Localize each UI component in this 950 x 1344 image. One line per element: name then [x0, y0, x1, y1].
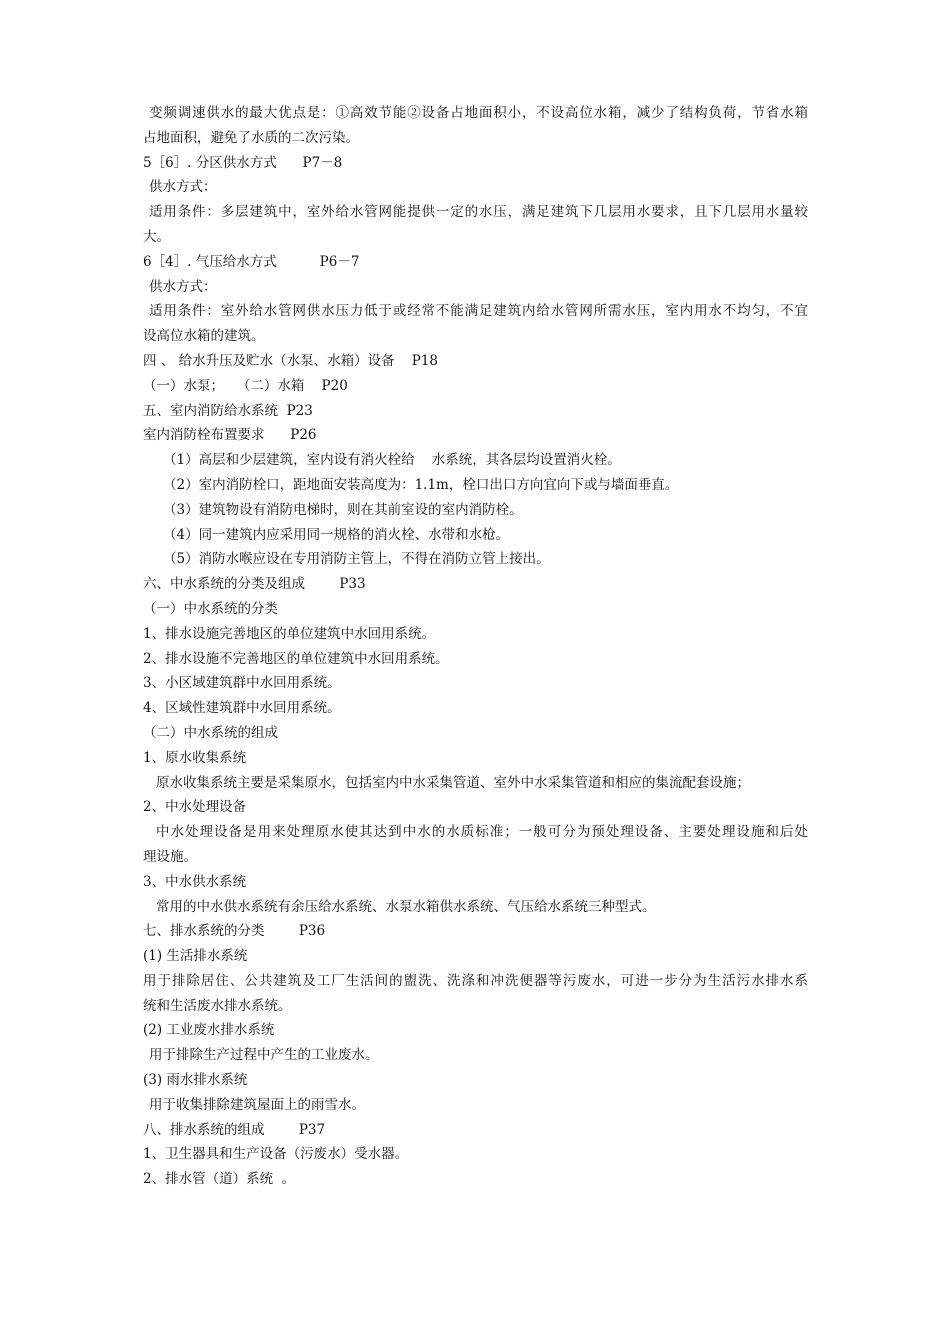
text-line: 适用条件：室外给水管网供水压力低于或经常不能满足建筑内给水管网所需水压，室内用水不均匀，不宜	[149, 303, 808, 320]
list-item: （2）室内消防栓口，距地面安装高度为：1.1m，栓口出口方向宜向下或与墙面垂直。	[163, 476, 679, 493]
text-line: 适用条件：多层建筑中，室外给水管网能提供一定的水压，满足建筑下几层用水要求，且下几层用水量较	[149, 204, 808, 221]
list-item: 4、区域性建筑群中水回用系统。	[143, 700, 341, 717]
text-line: 原水收集系统主要是采集原水，包括室内中水采集管道、室外中水采集管道和相应的集流配套设施；	[156, 774, 750, 791]
text-line: 统和生活废水排水系统。	[143, 997, 292, 1014]
subsection-heading: （一）中水系统的分类	[143, 600, 278, 617]
text-line: 中水处理设备是用来处理原水使其达到中水的水质标准；一般可分为预处理设备、主要处理设施和后处	[156, 824, 808, 841]
list-item: 3、小区域建筑群中水回用系统。	[143, 675, 341, 692]
section-heading: 四 、 给水升压及贮水（水泵、水箱）设备 P18	[143, 352, 439, 369]
list-item: （1）高层和少层建筑，室内设有消火栓给 水系统，其各层均设置消火栓。	[163, 452, 621, 469]
list-item: 2、排水管（道）系统 。	[143, 1171, 296, 1188]
list-item: 2、中水处理设备	[143, 799, 247, 816]
section-heading: 七、排水系统的分类 P36	[143, 923, 326, 940]
text-line: 用于收集排除建筑屋面上的雨雪水。	[149, 1096, 365, 1113]
list-item: 1、卫生器具和生产设备（污废水）受水器。	[143, 1146, 409, 1163]
list-item: （4）同一建筑内应采用同一规格的消火栓、水带和水枪。	[163, 526, 510, 543]
list-item: （5）消防水喉应设在专用消防主管上，不得在消防立管上接出。	[163, 551, 550, 568]
section-heading: 六、中水系统的分类及组成 P33	[143, 576, 366, 593]
text-line: 用于排除生产过程中产生的工业废水。	[149, 1047, 379, 1064]
text-line: 占地面积，避免了水质的二次污染。	[143, 129, 359, 146]
text-line: 理设施。	[143, 848, 197, 865]
subsection-heading: (2) 工业废水排水系统	[143, 1022, 275, 1039]
section-heading: 八、排水系统的组成 P37	[143, 1121, 326, 1138]
list-item: （3）建筑物设有消防电梯时，则在其前室设的室内消防栓。	[163, 501, 523, 518]
text-line: 常用的中水供水系统有余压给水系统、水泵水箱供水系统、气压给水系统三种型式。	[156, 898, 656, 915]
text-line: 变频调速供水的最大优点是：①高效节能②设备占地面积小，不设高位水箱，减少了结构负荷，节省水箱	[149, 105, 808, 121]
list-item: 3、中水供水系统	[143, 873, 247, 890]
list-item: 1、原水收集系统	[143, 749, 247, 766]
text-line: 供水方式：	[149, 278, 217, 295]
text-line: 设高位水箱的建筑。	[143, 328, 265, 345]
section-heading: 五、室内消防给水系统 P23	[143, 402, 313, 419]
subsection-heading: （二）中水系统的组成	[143, 724, 278, 741]
list-item: 1、排水设施完善地区的单位建筑中水回用系统。	[143, 625, 436, 642]
text-line: 大。	[143, 228, 170, 245]
subsection-heading: (3) 雨水排水系统	[143, 1072, 248, 1089]
document-page	[143, 101, 808, 1192]
subsection-heading: (1) 生活排水系统	[143, 948, 248, 965]
text-line: 供水方式：	[149, 179, 217, 196]
section-heading: 6［4］. 气压给水方式 P6－7	[143, 253, 360, 270]
text-line: （一）水泵； （二）水箱 P20	[143, 377, 348, 394]
section-heading: 5［6］. 分区供水方式 P7－8	[143, 154, 343, 171]
list-item: 2、排水设施不完善地区的单位建筑中水回用系统。	[143, 650, 449, 667]
text-line: 用于排除居住、公共建筑及工厂生活间的盥洗、洗涤和冲洗便器等污废水，可进一步分为生活污水排水系	[143, 972, 808, 989]
text-line: 室内消防栓布置要求 P26	[143, 427, 317, 444]
